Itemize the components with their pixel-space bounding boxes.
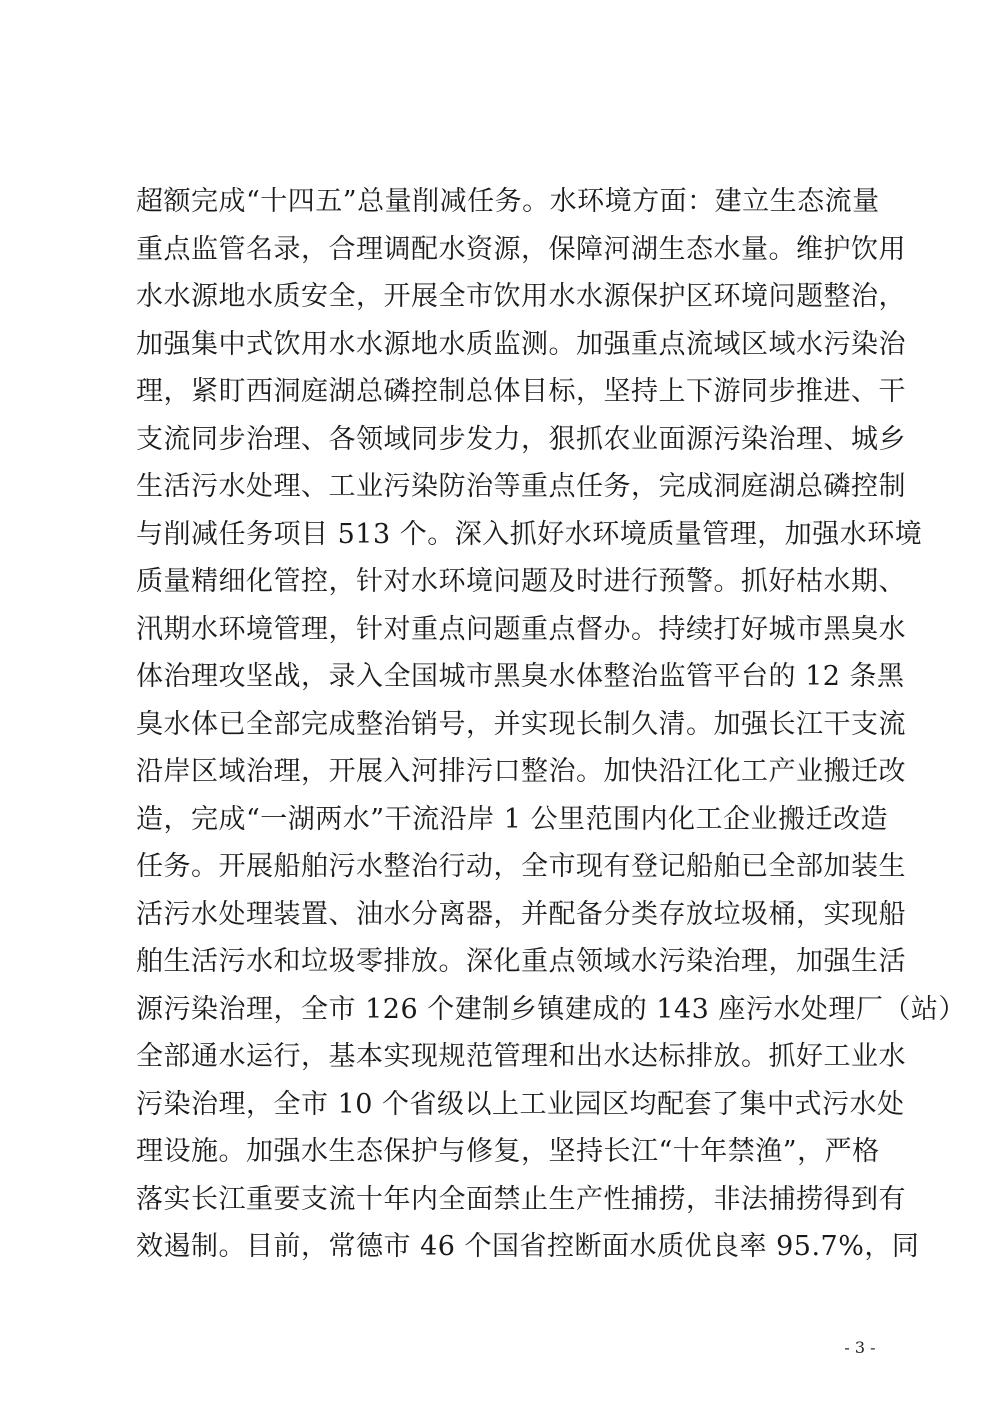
text-line: 臭水体已全部完成整治销号，并实现长制久清。加强长江干支流 bbox=[136, 708, 906, 740]
text-line: 重点监管名录，合理调配水资源，保障河湖生态水量。维护饮用 bbox=[136, 233, 906, 265]
text-line: 活污水处理装置、油水分离器，并配备分类存放垃圾桶，实现船 bbox=[136, 898, 906, 930]
text-line: 污染治理，全市 10 个省级以上工业园区均配套了集中式污水处 bbox=[136, 1088, 905, 1120]
body-paragraph bbox=[136, 178, 966, 1271]
text-line: 源污染治理，全市 126 个建制乡镇建成的 143 座污水处理厂（站） bbox=[136, 993, 966, 1025]
text-line: 体治理攻坚战，录入全国城市黑臭水体整治监管平台的 12 条黑 bbox=[136, 661, 905, 692]
text-line: 加强集中式饮用水水源地水质监测。加强重点流域区域水污染治 bbox=[136, 328, 906, 360]
text-line: 理设施。加强水生态保护与修复，坚持长江“十年禁渔”，严格 bbox=[136, 1136, 880, 1167]
text-line: 落实长江重要支流十年内全面禁止生产性捕捞，非法捕捞得到有 bbox=[136, 1183, 906, 1215]
text-line: 造，完成“一湖两水”干流沿岸 1 公里范围内化工企业搬迁改造 bbox=[136, 803, 888, 835]
text-line: 汛期水环境管理，针对重点问题重点督办。持续打好城市黑臭水 bbox=[136, 613, 906, 645]
page-number: - 3 - bbox=[844, 1338, 876, 1357]
text-line: 全部通水运行，基本实现规范管理和出水达标排放。抓好工业水 bbox=[136, 1041, 906, 1072]
text-line: 任务。开展船舶污水整治行动，全市现有登记船舶已全部加装生 bbox=[136, 851, 906, 882]
text-line: 质量精细化管控，针对水环境问题及时进行预警。抓好枯水期、 bbox=[136, 566, 906, 597]
text-line: 舶生活污水和垃圾零排放。深化重点领域水污染治理，加强生活 bbox=[136, 946, 906, 977]
text-line: 与削减任务项目 513 个。深入抓好水环境质量管理，加强水环境 bbox=[136, 518, 923, 550]
text-line: 理，紧盯西洞庭湖总磷控制总体目标，坚持上下游同步推进、干 bbox=[136, 376, 906, 407]
text-line: 沿岸区域治理，开展入河排污口整治。加快沿江化工产业搬迁改 bbox=[136, 756, 906, 787]
text-line: 效遏制。目前，常德市 46 个国省控断面水质优良率 95.7%，同 bbox=[136, 1231, 920, 1262]
text-line: 支流同步治理、各领域同步发力，狠抓农业面源污染治理、城乡 bbox=[136, 423, 906, 455]
text-line: 水水源地水质安全，开展全市饮用水水源保护区环境问题整治， bbox=[136, 281, 906, 312]
text-line: 生活污水处理、工业污染防治等重点任务，完成洞庭湖总磷控制 bbox=[136, 471, 906, 502]
text-line: 超额完成“十四五”总量削减任务。水环境方面：建立生态流量 bbox=[136, 186, 880, 217]
